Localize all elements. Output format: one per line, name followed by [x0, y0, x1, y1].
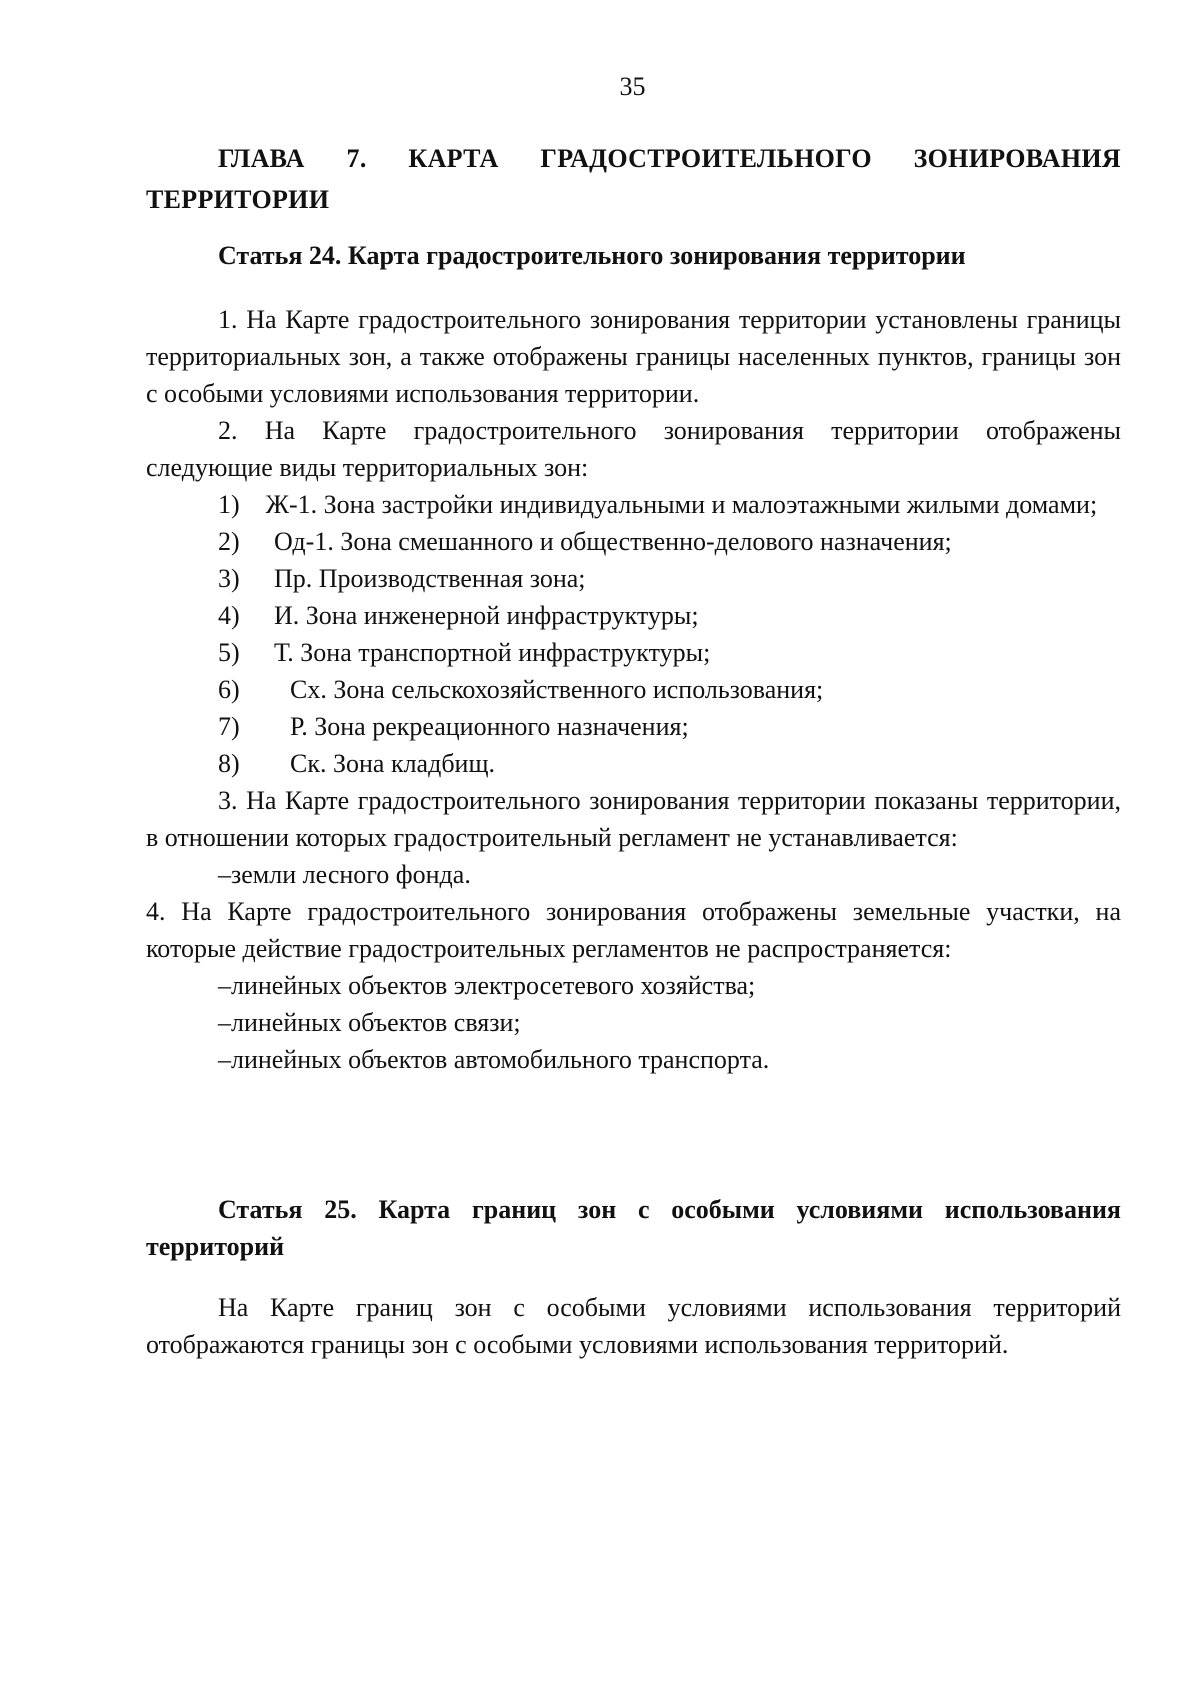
article-25-body: На Карте границ зон с особыми условиями использования территорий отображаются границы зон с особыми условиями использования территорий.: [146, 1293, 1121, 1359]
article-25-title: Статья 25. Карта границ зон с особыми условиями использования территорий: [146, 1195, 1121, 1261]
list-number: 6): [218, 675, 240, 704]
paragraph-3: 3. На Карте градостроительного зонирования территории показаны территории, в отношении которых градостроительный регламент не устанавливается:: [146, 786, 1121, 852]
list-number: 4): [218, 601, 240, 630]
article-24-body: [146, 301, 1121, 1078]
page-number: 35: [619, 72, 646, 101]
list-number: 1): [218, 490, 240, 519]
list-text: Пр. Производственная зона;: [274, 564, 586, 593]
dash-item: –линейных объектов электросетевого хозяйства;: [218, 971, 756, 1000]
list-text: Ск. Зона кладбищ.: [290, 749, 495, 778]
zone-list-item: [146, 486, 1121, 523]
list-text: И. Зона инженерной инфраструктуры;: [274, 601, 699, 630]
list-number: 3): [218, 564, 240, 593]
dash-item: –земли лесного фонда.: [218, 860, 471, 889]
list-text: Р. Зона рекреационного назначения;: [290, 712, 689, 741]
list-number: 5): [218, 638, 240, 667]
zone-list-item: [218, 523, 1121, 560]
paragraph-1: 1. На Карте градостроительного зонирования территории установлены границы территориальных зон, а также отображены границы населенных пунктов, границы зон с особыми условиями использования территории.: [146, 305, 1121, 408]
zone-list-item: [218, 634, 1121, 671]
list-number: 8): [218, 749, 240, 778]
list-text: Ж-1. Зона застройки индивидуальными и малоэтажными жилыми домами;: [265, 490, 1098, 519]
zone-list-item: [218, 560, 1121, 597]
list-text: Сх. Зона сельскохозяйственного использования;: [290, 675, 824, 704]
zone-list-item: [218, 745, 1121, 782]
zone-list-item: [218, 708, 1121, 745]
paragraph-2: 2. На Карте градостроительного зонирования территории отображены следующие виды территориальных зон:: [146, 416, 1121, 482]
list-number: 7): [218, 712, 240, 741]
list-number: 2): [218, 527, 240, 556]
zone-list-item: [218, 671, 1121, 708]
dash-item: –линейных объектов связи;: [218, 1008, 521, 1037]
paragraph-4: 4. На Карте градостроительного зонирования отображены земельные участки, на которые действие градостроительных регламентов не распространяется:: [146, 897, 1121, 963]
chapter-title: ГЛАВА 7. КАРТА ГРАДОСТРОИТЕЛЬНОГО ЗОНИРОВАНИЯ ТЕРРИТОРИИ: [146, 144, 1121, 214]
dash-item: –линейных объектов автомобильного транспорта.: [218, 1045, 770, 1074]
list-text: Од-1. Зона смешанного и общественно-делового назначения;: [274, 527, 952, 556]
zone-list-item: [218, 597, 1121, 634]
list-text: Т. Зона транспортной инфраструктуры;: [274, 638, 711, 667]
article-24-title: Статья 24. Карта градостроительного зонирования территории: [218, 241, 966, 270]
